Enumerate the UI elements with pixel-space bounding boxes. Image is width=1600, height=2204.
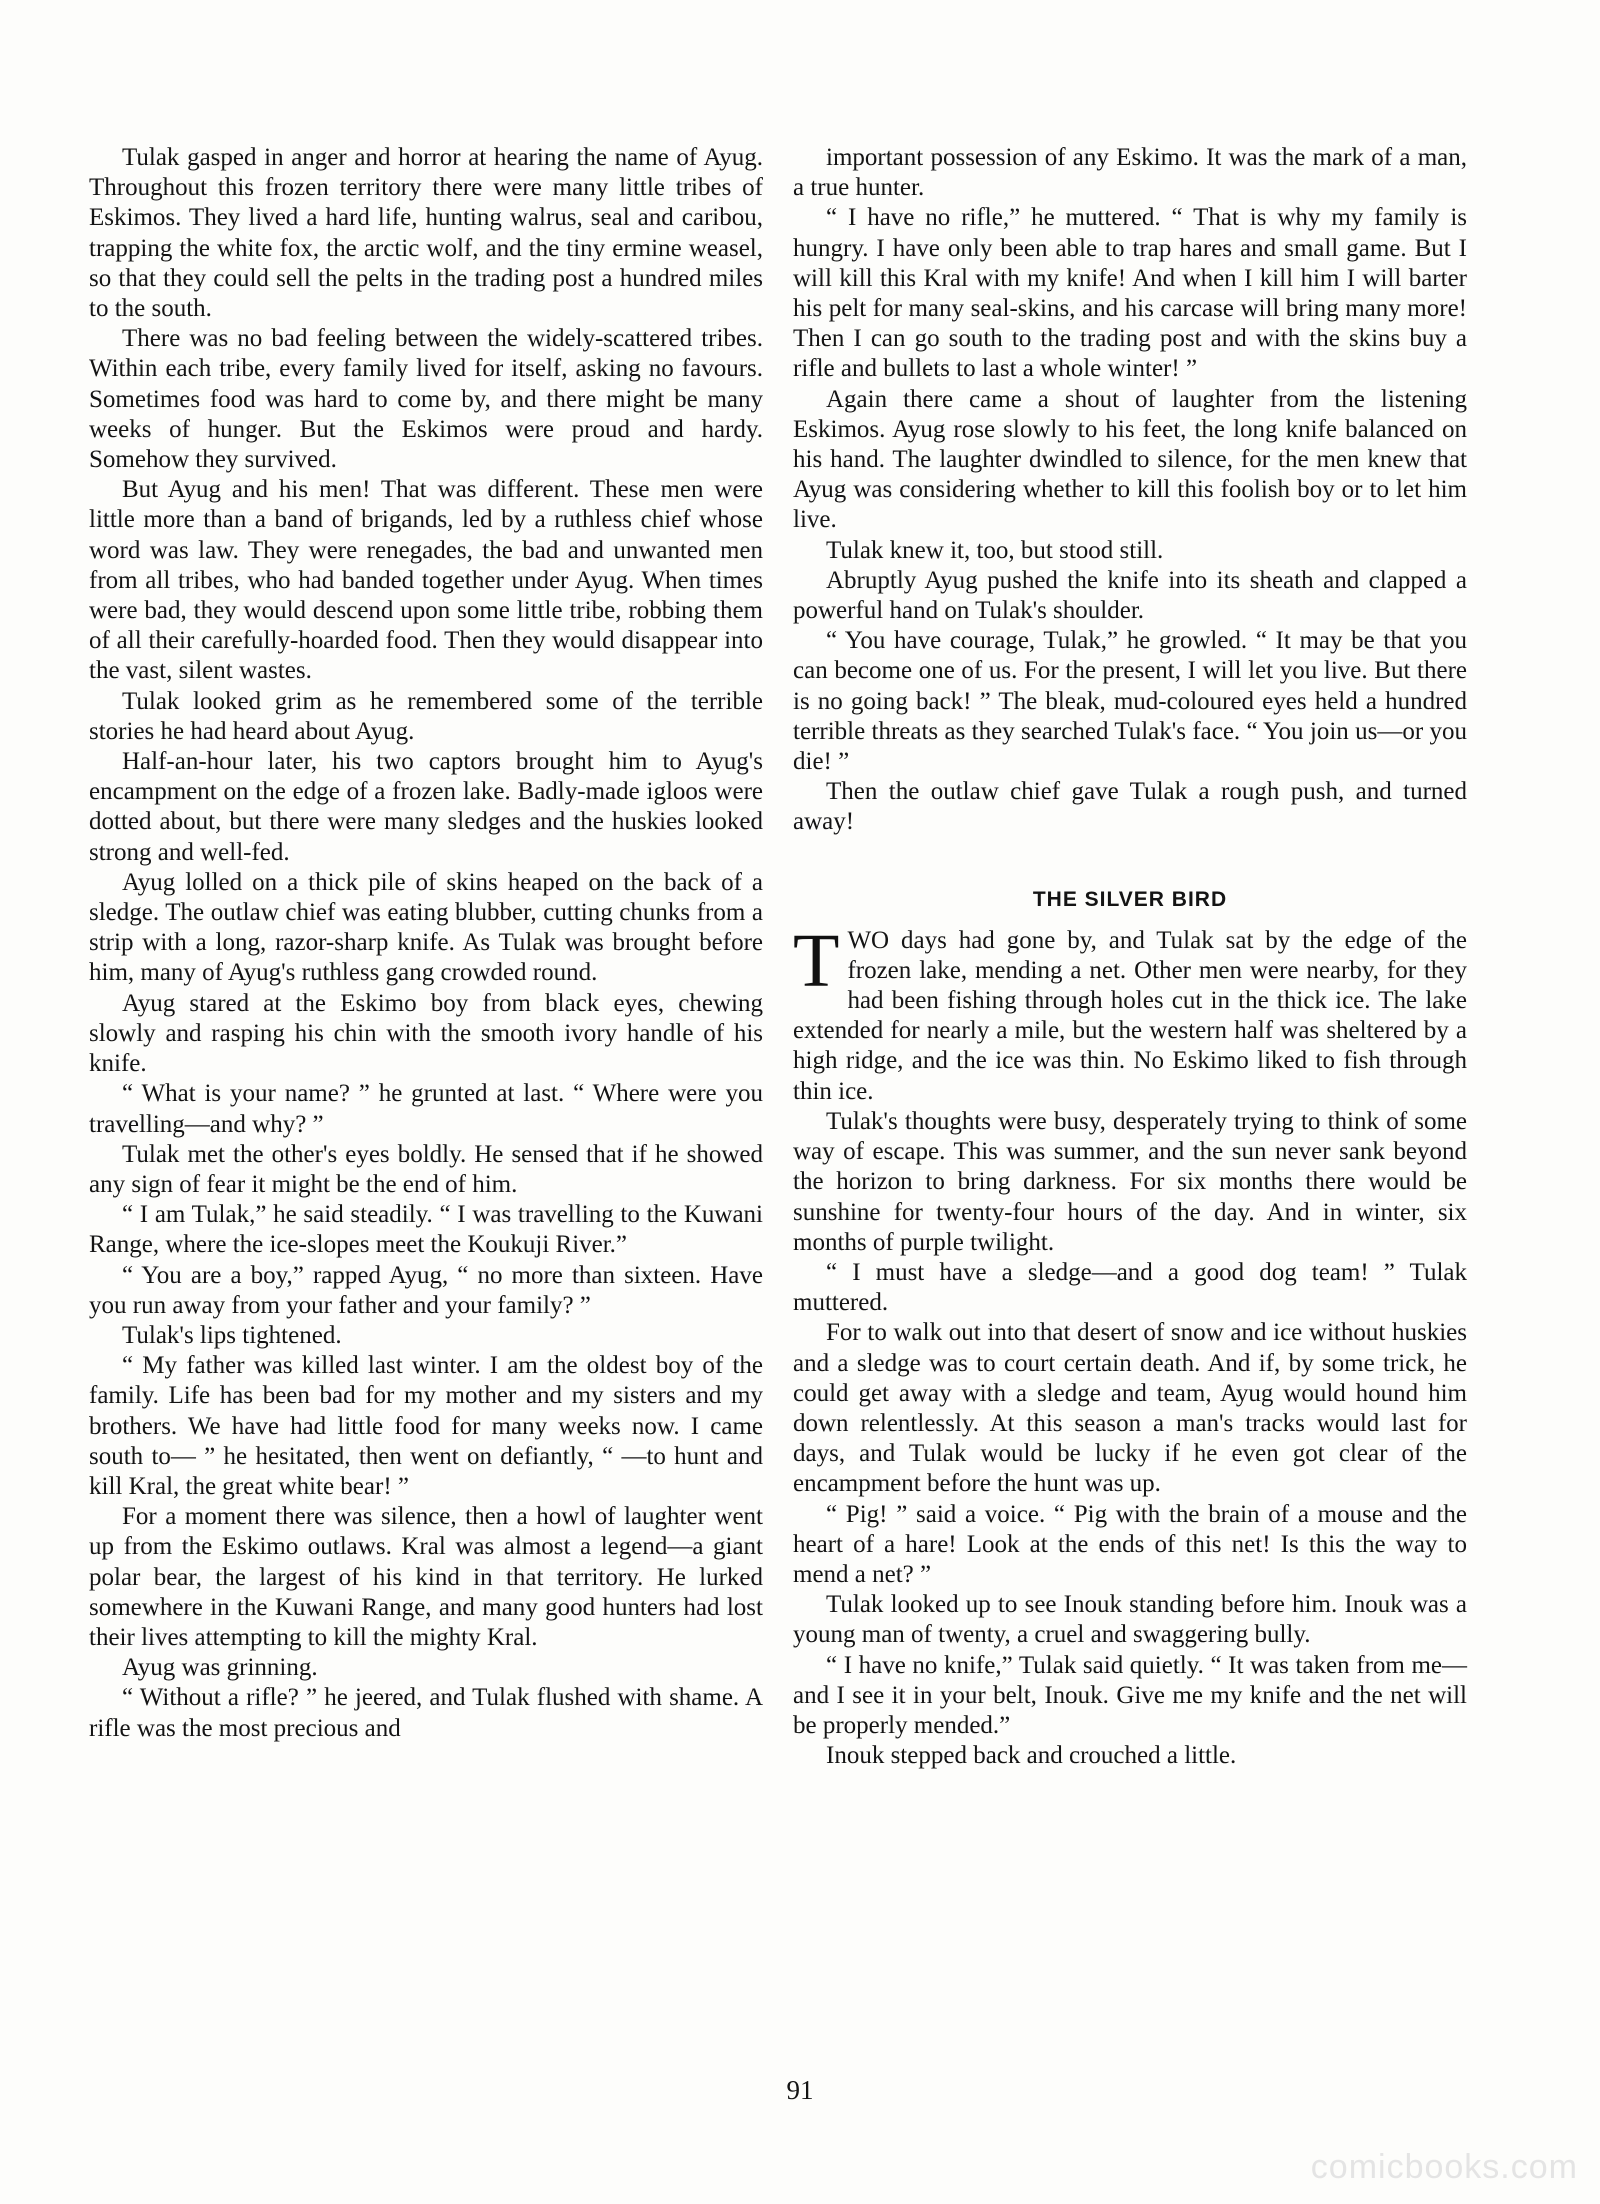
opening-text: WO days had gone by, and Tulak sat by the edge of the frozen lake, mending a net. Other men were nearby, for they had been fishing through holes cut in the thick ice. The lake extended for nearly a mile, but the western half was sheltered by a high ridge, and the ice was thin. No Eskimo liked to fish through thin ice. — [793, 926, 1467, 1105]
paragraph: But Ayug and his men! That was different. These men were little more than a band of brigands, led by a ruthless chief whose word was law. They were renegades, the bad and unwanted men from all tribes, who had banded together under Ayug. When times were bad, they would descend upon some little tribe, robbing them of all their carefully-hoarded food. Then they would disappear into the vast, silent wastes. — [89, 476, 763, 685]
paragraph: For a moment there was silence, then a howl of laughter went up from the Eskimo outlaws. Kral was almost a legend—a giant polar bear, the largest of his kind in that territory. He lurked somewhere in the Kuwani Range, and many good hunters had lost their lives attempting to kill the mighty Kral. — [89, 1503, 763, 1651]
paragraph: important possession of any Eskimo. It was the mark of a man, a true hunter. — [793, 144, 1467, 202]
paragraph: “ You have courage, Tulak,” he growled. “ It may be that you can become one of us. For the present, I will let you live. But there is no going back! ” The bleak, mud-coloured eyes held a hundred terrible threats as they searched Tulak's face. “ You join us—or you die! ” — [793, 627, 1467, 776]
paragraph: “ My father was killed last winter. I am the oldest boy of the family. Life has been bad for my mother and my sisters and my brothers. We have had little food for many weeks now. I came south to— ” he hesitated, then went on defiantly, “ —to hunt and kill Kral, the great white bear! ” — [89, 1352, 763, 1500]
paragraph: Ayug was grinning. — [122, 1654, 318, 1682]
section-opening-paragraph — [793, 918, 1467, 1107]
paragraph: Tulak knew it, too, but stood still. — [826, 536, 1164, 564]
paragraph: “ Without a rifle? ” he jeered, and Tulak flushed with shame. A rifle was the most precious and — [89, 1684, 763, 1742]
paragraph: Half-an-hour later, his two captors brought him to Ayug's encampment on the edge of a frozen lake. Badly-made igloos were dotted about, but there were many sledges and the huskies looked strong and well-fed. — [89, 748, 763, 866]
paragraph: For to walk out into that desert of snow and ice without huskies and a sledge was to court certain death. And if, by some trick, he could get away with a sledge and team, Ayug would hound him down relentlessly. At this season a man's tracks would last for days, and Tulak would be lucky if he even got clear of the encampment before the hunt was up. — [793, 1319, 1467, 1498]
watermark: comicbooks.com — [1310, 2148, 1578, 2186]
paragraph: Abruptly Ayug pushed the knife into its sheath and clapped a powerful hand on Tulak's shoulder. — [793, 566, 1467, 625]
left-column — [89, 143, 763, 1744]
paragraph: “ Pig! ” said a voice. “ Pig with the brain of a mouse and the heart of a hare! Look at the ends of this net! Is this the way to mend a net? ” — [793, 1500, 1467, 1588]
paragraph: “ I have no rifle,” he muttered. “ That is why my family is hungry. I have only been able to trap hares and small game. But I will kill this Kral with my knife! And when I kill him I will barter his pelt for many seal-skins, and his carcase will bring many more! Then I can go south to the trading post and with the skins buy a rifle and bullets to last a whole winter! ” — [793, 204, 1467, 383]
paragraph: Tulak met the other's eyes boldly. He sensed that if he showed any sign of fear it might be the end of him. — [89, 1140, 763, 1198]
paragraph: Tulak gasped in anger and horror at hearing the name of Ayug. Throughout this frozen territory there were many little tribes of Eskimos. They lived a hard life, hunting walrus, seal and caribou, trapping the white fox, the arctic wolf, and the tiny ermine weasel, so that they could sell the pelts in the trading post a hundred miles to the south. — [89, 144, 763, 323]
paragraph: “ I have no knife,” Tulak said quietly. “ It was taken from me—and I see it in your belt, Inouk. Give me my knife and the net will be properly mended.” — [793, 1651, 1467, 1739]
paragraph: Tulak's thoughts were busy, desperately trying to think of some way of escape. This was summer, and the sun never sank beyond the horizon to bring darkness. For six months there would be sunshine for twenty-four hours of the day. And in winter, six months of purple twilight. — [793, 1107, 1467, 1256]
paragraph: Then the outlaw chief gave Tulak a rough push, and turned away! — [793, 778, 1467, 836]
paragraph: Tulak looked grim as he remembered some of the terrible stories he had heard about Ayug. — [89, 687, 763, 745]
paragraph: Inouk stepped back and crouched a little. — [826, 1742, 1237, 1770]
paragraph: “ You are a boy,” rapped Ayug, “ no more than sixteen. Have you run away from your father and your family? ” — [89, 1261, 763, 1319]
paragraph: There was no bad feeling between the widely-scattered tribes. Within each tribe, every family lived for itself, asking no favours. Sometimes food was hard to come by, and there might be many weeks of hunger. But the Eskimos were proud and hardy. Somehow they survived. — [89, 325, 763, 474]
paragraph: Again there came a shout of laughter from the listening Eskimos. Ayug rose slowly to his feet, the long knife balanced on his hand. The laughter dwindled to silence, for the men knew that Ayug was considering whether to kill this foolish boy or to let him live. — [793, 385, 1467, 534]
paragraph: Ayug stared at the Eskimo boy from black eyes, chewing slowly and rasping his chin with the smooth ivory handle of his knife. — [89, 989, 763, 1078]
paragraph: “ I must have a sledge—and a good dog team! ” Tulak muttered. — [793, 1258, 1467, 1317]
section-heading: THE SILVER BIRD — [1032, 887, 1228, 911]
paragraph: Tulak's lips tightened. — [122, 1321, 342, 1349]
paragraph: Tulak looked up to see Inouk standing before him. Inouk was a young man of twenty, a cruel and swaggering bully. — [793, 1591, 1467, 1649]
drop-cap: T — [793, 918, 840, 1003]
paragraph: Ayug lolled on a thick pile of skins heaped on the back of a sledge. The outlaw chief was eating blubber, cutting chunks from a strip with a long, razor-sharp knife. As Tulak was brought before him, many of Ayug's ruthless gang crowded round. — [89, 868, 763, 987]
page-number: 91 — [786, 2075, 814, 2105]
paragraph: “ What is your name? ” he grunted at last. “ Where were you travelling—and why? ” — [89, 1080, 763, 1138]
right-column — [793, 143, 1467, 1771]
paragraph: “ I am Tulak,” he said steadily. “ I was travelling to the Kuwani Range, where the ice-slopes meet the Koukuji River.” — [89, 1201, 763, 1259]
